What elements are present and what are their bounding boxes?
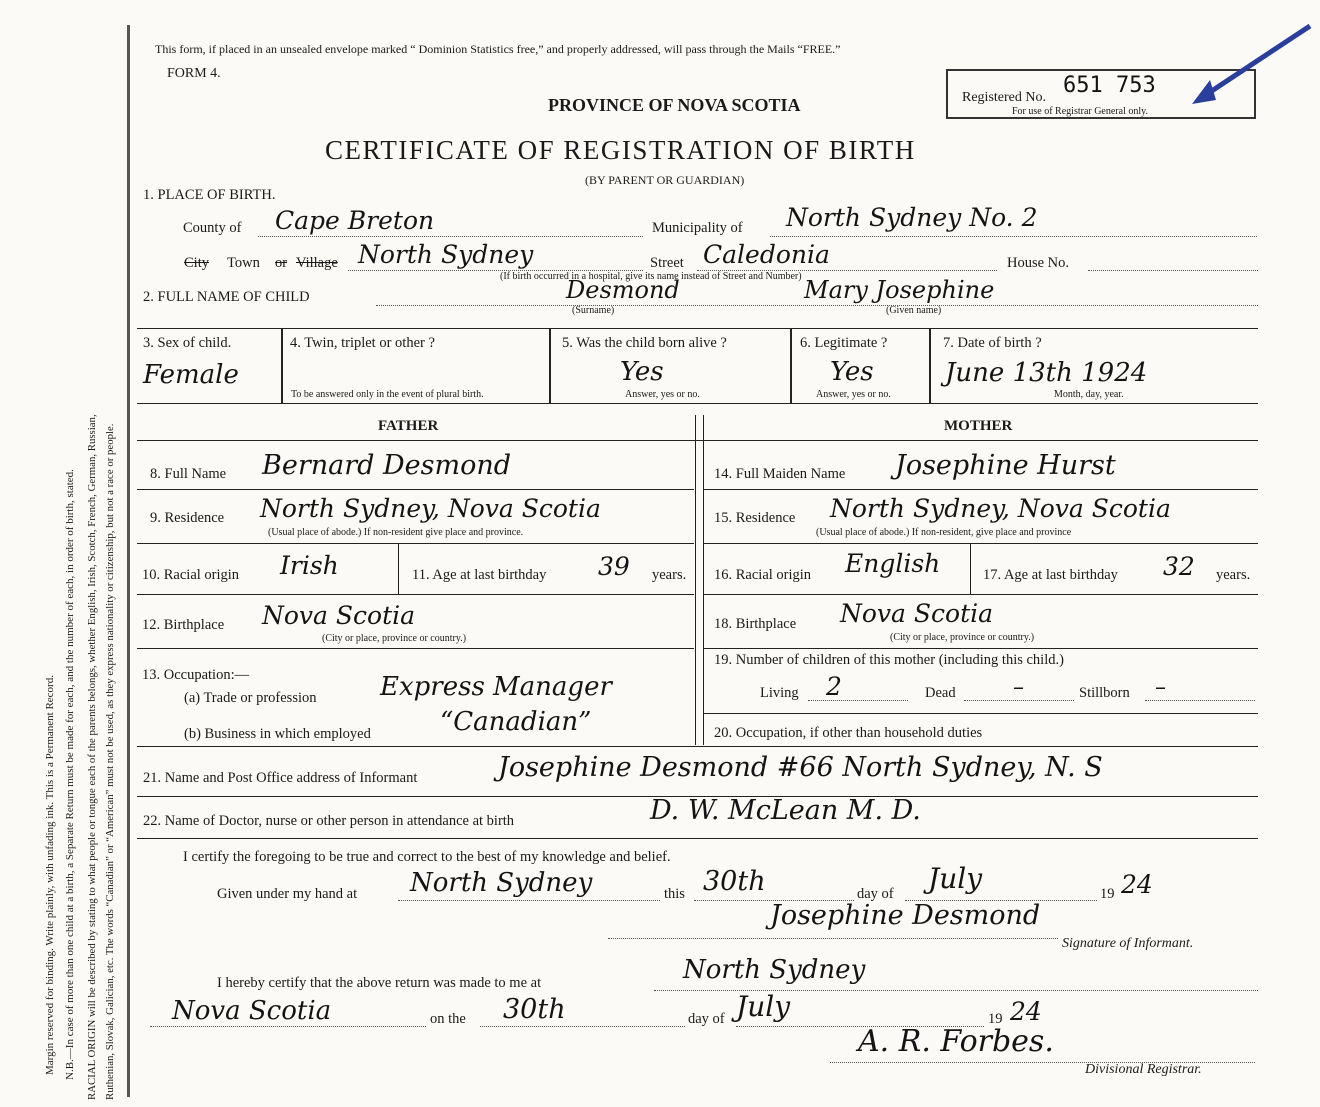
father-trade-label: (a) Trade or profession [184,690,317,706]
father-res-note: (Usual place of abode.) If non-resident give place and province. [268,527,524,538]
sex-label: 3. Sex of child. [143,335,232,351]
page-title: CERTIFICATE OF REGISTRATION OF BIRTH [325,135,916,165]
rule-parent-heading [137,440,1258,441]
column-divider-right [703,415,704,745]
stillborn-label: Stillborn [1079,685,1130,701]
margin-note-binding: Margin reserved for binding. Write plainly, with unfading ink. This is a Permanent Record. [44,675,56,1075]
mail-notice: This form, if placed in an unsealed envelope marked “ Dominion Statistics free,” and properly addressed, will pass through the Mails “FREE.” [155,42,841,56]
municipality-line [770,236,1257,237]
father-birth-value: Nova Scotia [262,601,416,630]
registrar-signature: A. R. Forbes. [858,1024,1054,1059]
village-label: Village [296,255,338,271]
father-age-label: 11. Age at last birthday [412,567,547,583]
this-label: this [664,886,685,902]
mother-occ-label: 20. Occupation, if other than household duties [714,725,983,741]
dob-label: 7. Date of birth ? [943,335,1042,351]
father-business-label: (b) Business in which employed [184,726,371,742]
father-res-value: North Sydney, Nova Scotia [260,494,601,523]
rule-row16 [704,594,1258,595]
mother-birth-label: 18. Birthplace [714,616,797,632]
municipality-label: Municipality of [652,220,743,236]
signature-informant-line [608,938,1058,939]
stillborn-value: – [1155,675,1166,700]
surname-note: (Surname) [572,305,615,316]
registered-label: Registered No. [962,90,1046,105]
house-line [1088,270,1258,271]
place-heading: 1. PLACE OF BIRTH. [143,187,276,203]
binding-margin-line [127,25,130,1097]
legit-value: Yes [830,357,874,387]
given-place-line [398,900,660,901]
registrar-year-value: 24 [1010,997,1042,1026]
dob-note: Month, day, year. [1054,389,1124,400]
twin-note: To be answered only in the event of plural birth. [291,389,484,400]
child-surname: Desmond [566,276,680,304]
registrar-month-value: July [736,990,791,1023]
given-month-value: July [928,862,983,895]
street-value: Caledonia [703,240,830,269]
father-occ-label: 13. Occupation:— [142,667,250,683]
given-under-label: Given under my hand at [217,886,358,902]
divider-row10 [398,543,399,594]
child-given-name: Mary Josephine [804,276,995,304]
dob-value: June 13th 1924 [945,358,1148,388]
mother-res-value: North Sydney, Nova Scotia [830,494,1171,523]
mother-heading: MOTHER [944,418,1013,434]
living-line [808,700,908,701]
doctor-label: 22. Name of Doctor, nurse or other person in attendance at birth [143,813,515,829]
mother-racial-value: English [845,549,941,578]
mother-res-note: (Usual place of abode.) If non-resident, give place and province [816,527,1072,538]
margin-note-racial: RACIAL ORIGIN will be described by stating to what people or tongue each of the parents belongs, whether English, Irish, Scotch, French, German, Russian, [86,414,98,1100]
town-label: Town [227,255,260,271]
father-name-value: Bernard Desmond [262,450,511,481]
legit-label: 6. Legitimate ? [800,335,888,351]
rule-row18 [704,648,1258,649]
city-label: City [184,255,209,271]
sex-value: Female [143,360,239,390]
registrar-signature-label: Divisional Registrar. [1085,1062,1202,1077]
rule-top-box [137,328,1258,329]
registrar-day-line [480,1026,685,1027]
rule-row15 [704,543,1258,544]
registrar-day-of-label: day of [688,1011,725,1027]
given-year-value: 24 [1121,870,1153,899]
registrar-place2-value: Nova Scotia [172,996,332,1026]
registrar-place1-value: North Sydney [683,955,866,985]
or-label: or [275,255,288,271]
father-heading: FATHER [378,418,439,434]
rule-bottom-parents [137,746,1258,747]
child-name-line [376,305,1258,306]
box-divider-1 [281,328,283,403]
street-note: (If birth occurred in a hospital, give its name instead of Street and Number) [500,271,802,282]
dead-value: – [1013,675,1024,700]
page-subtitle: (BY PARENT OR GUARDIAN) [585,173,745,187]
father-years-label: years. [652,567,687,583]
checkmark-icon [1170,18,1320,108]
father-racial-value: Irish [280,551,339,580]
town-value: North Sydney [358,240,534,269]
dead-label: Dead [925,685,956,701]
margin-note-racial-2: Ruthenian, Slovak, Galician, etc. The words “Canadian” or “American” must not be used, as they express nationality or citizenship, but not a race or people. [104,423,116,1100]
margin-note-plural: N.B.—In case of more than one child at a birth, a Separate Return must be made for each, and the number of each, in order of birth, stated. [64,469,76,1080]
living-label: Living [760,685,799,701]
father-business-value: “Canadian” [440,707,592,737]
rule-row22 [137,838,1258,839]
mother-racial-label: 16. Racial origin [714,567,812,583]
mother-birth-note: (City or place, province or country.) [890,632,1035,643]
stillborn-line [1145,700,1255,701]
box-divider-3 [790,328,792,403]
father-racial-label: 10. Racial origin [142,567,240,583]
rule-row14 [704,489,1258,490]
certify-statement: I certify the foregoing to be true and correct to the best of my knowledge and belief. [183,849,671,865]
mother-name-value: Josephine Hurst [895,450,1116,481]
father-birth-note: (City or place, province or country.) [322,633,467,644]
informant-signature: Josephine Desmond [770,900,1041,931]
rule-row19 [704,713,1258,714]
father-res-label: 9. Residence [150,510,225,526]
given-note: (Given name) [886,305,942,316]
alive-note: Answer, yes or no. [625,389,700,400]
mother-children-label: 19. Number of children of this mother (including this child.) [714,652,1064,668]
rule-row10 [137,594,694,595]
informant-signature-label: Signature of Informant. [1062,936,1194,951]
mother-age-label: 17. Age at last birthday [983,567,1118,583]
street-label: Street [650,255,684,271]
mother-name-label: 14. Full Maiden Name [714,466,846,482]
mother-birth-value: Nova Scotia [840,599,994,628]
given-place-value: North Sydney [410,868,593,898]
county-line [258,236,643,237]
dead-line [964,700,1074,701]
form-number: FORM 4. [167,66,221,81]
rule-row12 [137,648,694,649]
legit-note: Answer, yes or no. [816,389,891,400]
child-name-label: 2. FULL NAME OF CHILD [143,289,310,305]
informant-value: Josephine Desmond #66 North Sydney, N. S [498,752,1103,783]
box-divider-2 [549,328,551,403]
twin-label: 4. Twin, triplet or other ? [290,335,435,351]
father-age-value: 39 [598,552,630,581]
registered-number: 651 753 [1063,73,1156,98]
rule-row9 [137,543,694,544]
registrar-place2-line [150,1026,426,1027]
given-day-value: 30th [703,866,766,897]
alive-value: Yes [620,357,664,387]
mother-res-label: 15. Residence [714,510,796,526]
county-label: County of [183,220,242,236]
on-the-label: on the [430,1011,466,1027]
living-value: 2 [826,672,842,701]
municipality-value: North Sydney No. 2 [786,203,1038,232]
day-of-label: day of [857,886,894,902]
doctor-value: D. W. McLean M. D. [650,795,921,826]
registrar-year-prefix: 19 [988,1011,1003,1027]
father-name-label: 8. Full Name [150,466,227,482]
mother-age-value: 32 [1163,552,1195,581]
registered-note: For use of Registrar General only. [1012,106,1148,117]
father-birth-label: 12. Birthplace [142,617,225,633]
father-trade-value: Express Manager [380,672,612,702]
column-divider-left [695,415,696,745]
alive-label: 5. Was the child born alive ? [562,335,727,351]
registrar-day-value: 30th [503,994,566,1025]
box-divider-4 [929,328,931,403]
informant-label: 21. Name and Post Office address of Informant [143,770,418,786]
mother-years-label: years. [1216,567,1251,583]
year-prefix-label: 19 [1100,886,1115,902]
registrar-statement: I hereby certify that the above return was made to me at [217,975,542,991]
rule-bottom-box [137,403,1258,404]
county-value: Cape Breton [275,206,435,235]
divider-row16 [970,543,971,594]
province-heading: PROVINCE OF NOVA SCOTIA [548,95,801,115]
rule-row8 [137,489,694,490]
house-label: House No. [1007,255,1070,271]
